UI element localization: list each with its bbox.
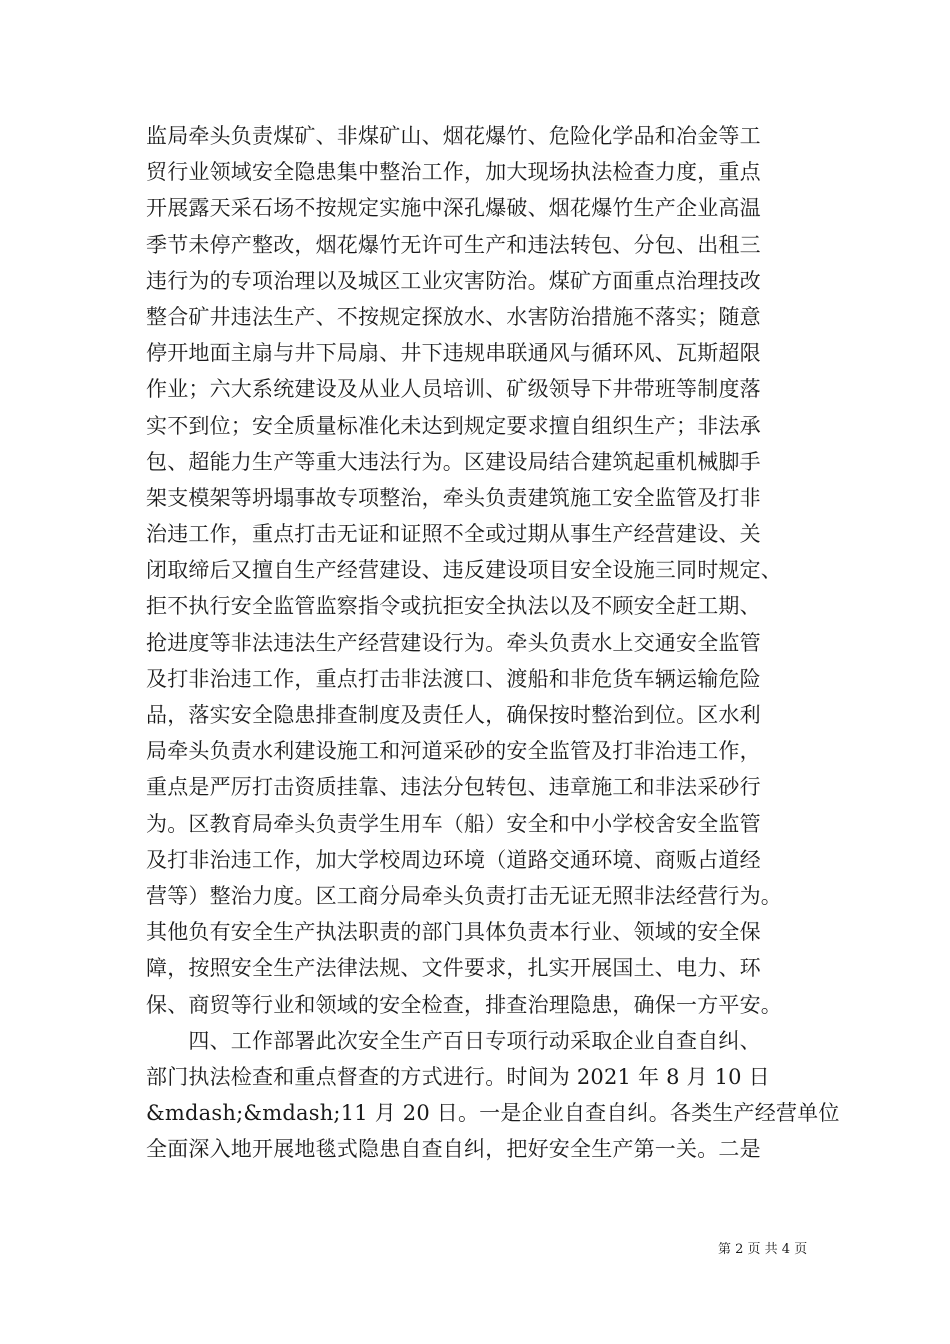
text-line: 违行为的专项治理以及城区工业灾害防治。煤矿方面重点治理技改 <box>146 268 761 293</box>
text-line: 四、工作部署此次安全生产百日专项行动采取企业自查自纠、 <box>146 1028 761 1053</box>
text-line: 全面深入地开展地毯式隐患自查自纠，把好安全生产第一关。二是 <box>146 1137 761 1162</box>
text-line: &mdash;&mdash;11 月 20 日。一是企业自查自纠。各类生产经营单位 <box>146 1101 840 1126</box>
text-line: 治违工作，重点打击无证和证照不全或过期从事生产经营建设、关 <box>146 522 761 547</box>
text-line: 重点是严厉打击资质挂靠、违法分包转包、违章施工和非法采砂行 <box>146 775 761 800</box>
text-line: 监局牵头负责煤矿、非煤矿山、烟花爆竹、危险化学品和冶金等工 <box>146 124 761 148</box>
page-number-footer: 第 2 页 共 4 页 <box>718 1242 808 1257</box>
text-line: 局牵头负责水利建设施工和河道采砂的安全监管及打非治违工作， <box>146 739 761 764</box>
text-line: 拒不执行安全监管监察指令或抗拒安全执法以及不顾安全赶工期、 <box>146 594 761 619</box>
text-line: 及打非治违工作，重点打击非法渡口、渡船和非危货车辆运输危险 <box>146 666 761 691</box>
text-line: 作业；六大系统建设及从业人员培训、矿级领导下井带班等制度落 <box>146 377 761 402</box>
text-line: 整合矿井违法生产、不按规定探放水、水害防治措施不落实；随意 <box>146 304 761 329</box>
text-line: 实不到位；安全质量标准化未达到规定要求擅自组织生产；非法承 <box>146 413 761 438</box>
text-line: 季节未停产整改，烟花爆竹无许可生产和违法转包、分包、出租三 <box>146 232 761 257</box>
text-line: 营等）整治力度。区工商分局牵头负责打击无证无照非法经营行为。 <box>146 883 782 908</box>
text-line: 架支模架等坍塌事故专项整治，牵头负责建筑施工安全监管及打非 <box>146 485 761 510</box>
text-line: 品，落实安全隐患排查制度及责任人，确保按时整治到位。区水利 <box>146 703 761 727</box>
text-line: 部门执法检查和重点督查的方式进行。时间为 2021 年 8 月 10 日 <box>146 1064 770 1089</box>
text-line: 包、超能力生产等重大违法行为。区建设局结合建筑起重机械脚手 <box>146 449 761 474</box>
text-line: 保、商贸等行业和领域的安全检查，排查治理隐患，确保一方平安。 <box>146 992 782 1017</box>
text-line: 停开地面主扇与井下局扇、井下违规串联通风与循环风、瓦斯超限 <box>146 341 761 366</box>
text-line: 为。区教育局牵头负责学生用车（船）安全和中小学校舍安全监管 <box>146 811 761 836</box>
text-line: 开展露天采石场不按规定实施中深孔爆破、烟花爆竹生产企业高温 <box>146 196 761 221</box>
text-line: 及打非治违工作，加大学校周边环境（道路交通环境、商贩占道经 <box>146 847 761 872</box>
text-line: 闭取缔后又擅自生产经营建设、违反建设项目安全设施三同时规定、 <box>146 558 782 583</box>
text-line: 其他负有安全生产执法职责的部门具体负责本行业、领域的安全保 <box>146 920 761 945</box>
text-line: 贸行业领域安全隐患集中整治工作，加大现场执法检查力度，重点 <box>146 160 761 185</box>
text-line: 障，按照安全生产法律法规、文件要求，扎实开展国土、电力、环 <box>146 956 761 981</box>
text-line: 抢进度等非法违法生产经营建设行为。牵头负责水上交通安全监管 <box>146 630 761 655</box>
body-text <box>146 118 840 1167</box>
